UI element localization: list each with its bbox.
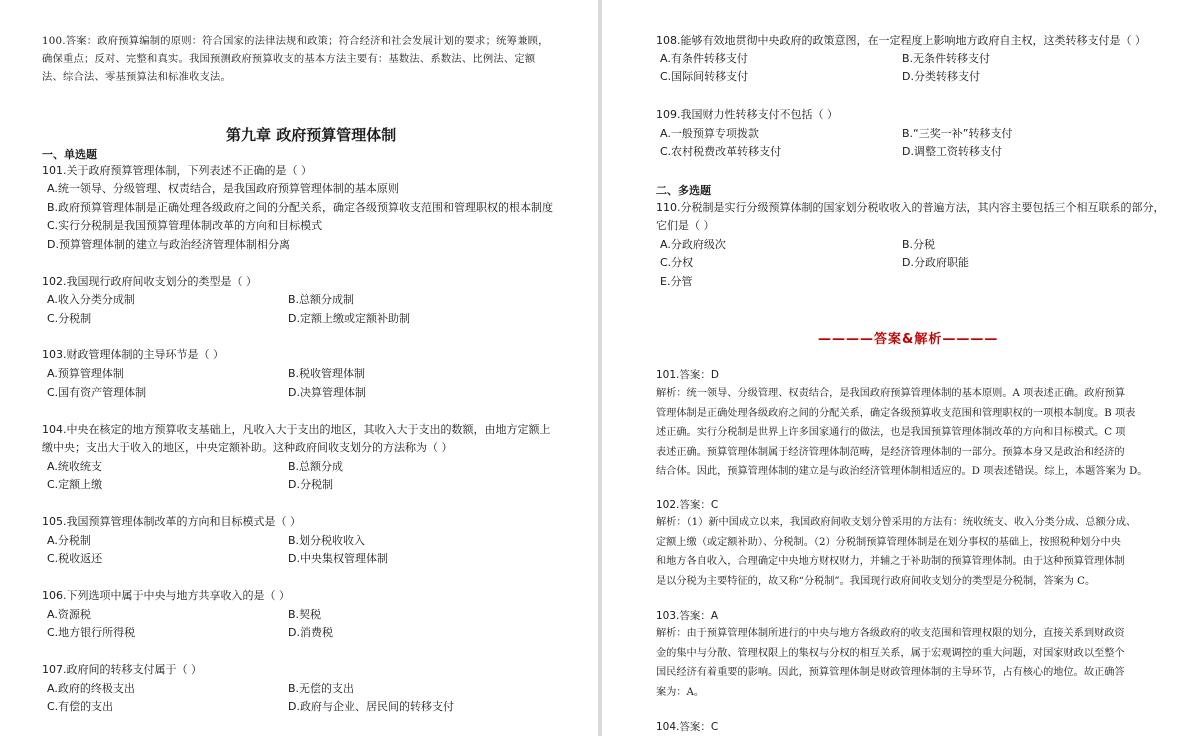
question-109: 109.我国财力性转移支付不包括（ ）	[656, 108, 838, 121]
answer-103-line: 国民经济有着重要的影响。因此，预算管理体制是财政管理体制的主导环节，占有核心的地位。故正确答	[656, 667, 1125, 678]
answer-101-line: 结合体。因此，预算管理体制的建立是与政治经济管理体制相适应的。D 项表述错误。综上，本题答案为 D。	[656, 466, 1148, 477]
option-101-d: D.预算管理体制的建立与政治经济管理体制相分离	[47, 238, 290, 251]
option-106-a: A.资源税	[47, 608, 91, 621]
question-110-line2: 它们是（ ）	[656, 219, 715, 232]
answer-101-heading: 101.答案：D	[656, 369, 719, 381]
option-110-d: D.分政府职能	[902, 256, 969, 269]
answer-102-line: 解析：（1）新中国成立以来，我国政府间收支划分曾采用的方法有：统收统支、收入分类分成、总额分成、	[656, 517, 1137, 528]
question-107: 107.政府间的转移支付属于（ ）	[42, 663, 202, 676]
option-103-a: A.预算管理体制	[47, 367, 124, 380]
option-110-e: E.分管	[660, 275, 693, 288]
option-102-c: C.分税制	[47, 312, 92, 325]
option-103-c: C.国有资产管理体制	[47, 386, 147, 399]
option-101-b: B.政府预算管理体制是正确处理各级政府之间的分配关系，确定各级预算收支范围和管理职权的根本制度	[47, 201, 554, 214]
question-110-line1: 110.分税制是实行分级预算体制的国家划分税收收入的普遍方法，其内容主要包括三个相互联系的部分，	[656, 201, 1165, 214]
option-109-a: A.一般预算专项拨款	[660, 127, 759, 140]
option-102-a: A.收入分类分成制	[47, 293, 135, 306]
right-page	[602, 0, 1196, 736]
answer-103-explanation	[656, 624, 1156, 702]
answer-102-explanation	[656, 513, 1156, 591]
question-105: 105.我国预算管理体制改革的方向和目标模式是（ ）	[42, 515, 301, 528]
option-104-a: A.统收统支	[47, 460, 102, 473]
section-single-choice: 一、单选题	[42, 148, 97, 161]
section-multiple-choice: 二、多选题	[656, 184, 711, 197]
answer-103-line: 金的集中与分散、管理权限上的集权与分权的相互关系，属于宏观调控的重大问题，对国家财政以至整个	[656, 647, 1125, 659]
answer-102-line: 是以分税为主要特征的，故又称“分税制”。我国现行政府间收支划分的类型是分税制，答案为 C。	[656, 575, 1096, 587]
question-102: 102.我国现行政府间收支划分的类型是（ ）	[42, 275, 257, 288]
option-108-a: A.有条件转移支付	[660, 52, 748, 65]
chapter-title: 第九章 政府预算管理体制	[226, 126, 397, 144]
answer-101-line: 管理体制是正确处理各级政府之间的分配关系，确定各级预算收支范围和管理职权的一项根本制度。B 项表	[656, 407, 1136, 419]
option-108-b: B.无条件转移支付	[902, 52, 991, 65]
answer-101-explanation	[656, 384, 1156, 482]
option-107-a: A.政府的终极支出	[47, 682, 135, 695]
question-104-line2: 缴中央；支出大于收入的地区，中央定额补助。这种政府间收支划分的方法称为（ ）	[42, 441, 453, 454]
answer-100-paragraph: 100.答案：政府预算编制的原则：符合国家的法律法规和政策；符合经济和社会发展计划的要求；统筹兼顾，确保重点；反对、完整和真实。我国预测政府预算收支的基本方法主要有：基数法、系数法、比例法、定额法、综合法、零基预算法和标准收支法。	[42, 35, 549, 83]
question-106: 106.下列选项中属于中央与地方共享收入的是（ ）	[42, 589, 290, 602]
option-104-d: D.分税制	[288, 478, 333, 491]
option-104-c: C.定额上缴	[47, 478, 103, 491]
question-108: 108.能够有效地贯彻中央政府的政策意图，在一定程度上影响地方政府自主权，这类转移支付是（ ）	[656, 34, 1146, 47]
answer-104-heading: 104.答案：C	[656, 721, 719, 733]
option-107-d: D.政府与企业、居民间的转移支付	[288, 700, 454, 713]
answer-102-line: 定额上缴（或定额补助）、分税制。（2）分税制预算管理体制是在划分事权的基础上，按照税种划分中央	[656, 536, 1121, 548]
answers-section-title: ————答案&解析————	[818, 332, 999, 347]
option-110-a: A.分政府级次	[660, 238, 726, 251]
option-109-b: B.“三奖一补”转移支付	[902, 127, 1013, 140]
option-106-d: D.消费税	[288, 626, 333, 639]
option-109-d: D.调整工资转移支付	[902, 145, 1002, 158]
option-104-b: B.总额分成	[288, 460, 344, 473]
option-110-c: C.分权	[660, 256, 694, 269]
answer-101-line: 解析：统一领导、分级管理、权责结合，是我国政府预算管理体制的基本原则。A 项表述正确。政府预算	[656, 388, 1126, 399]
option-105-b: B.划分税收收入	[288, 534, 366, 547]
question-104-line1: 104.中央在核定的地方预算收支基础上，凡收入大于支出的地区，其收入大于支出的数额，由地方定额上	[42, 423, 551, 436]
answer-101-line: 表述正确。预算管理体制属于经济管理体制范畴，是经济管理体制的一部分。预算本身又是政治和经济的	[656, 446, 1125, 458]
option-106-b: B.契税	[288, 608, 322, 621]
option-102-b: B.总额分成制	[288, 293, 355, 306]
option-108-c: C.国际间转移支付	[660, 70, 749, 83]
option-107-c: C.有偿的支出	[47, 700, 114, 713]
option-109-c: C.农村税费改革转移支付	[660, 145, 782, 158]
option-110-b: B.分税	[902, 238, 936, 251]
question-101: 101.关于政府预算管理体制，下列表述不正确的是（ ）	[42, 164, 312, 177]
option-103-d: D.决算管理体制	[288, 386, 366, 399]
option-101-c: C.实行分税制是我国预算管理体制改革的方向和目标模式	[47, 219, 323, 232]
option-107-b: B.无偿的支出	[288, 682, 355, 695]
answer-102-line: 和地方各自收入，合理确定中央地方财权财力，并辅之于补助制的预算管理体制。由于这种预算管理体制	[656, 556, 1125, 567]
option-105-d: D.中央集权管理体制	[288, 552, 388, 565]
option-105-a: A.分税制	[47, 534, 91, 547]
option-103-b: B.税收管理体制	[288, 367, 366, 380]
answer-103-line: 案为：A。	[656, 686, 705, 698]
option-105-c: C.税收返还	[47, 552, 103, 565]
answer-103-line: 解析：由于预算管理体制所进行的中央与地方各级政府的收支范围和管理权限的划分，直接关系到财政资	[656, 628, 1125, 639]
option-106-c: C.地方银行所得税	[47, 626, 136, 639]
answer-103-heading: 103.答案：A	[656, 610, 719, 622]
question-103: 103.财政管理体制的主导环节是（ ）	[42, 348, 224, 361]
option-108-d: D.分类转移支付	[902, 70, 980, 83]
answer-102-heading: 102.答案：C	[656, 499, 719, 511]
answer-101-line: 述正确。实行分税制是世界上许多国家通行的做法，也是我国预算管理体制改革的方向和目标模式。C 项	[656, 427, 1126, 438]
option-102-d: D.定额上缴或定额补助制	[288, 312, 410, 325]
option-101-a: A.统一领导、分级管理、权责结合，是我国政府预算管理体制的基本原则	[47, 182, 399, 195]
